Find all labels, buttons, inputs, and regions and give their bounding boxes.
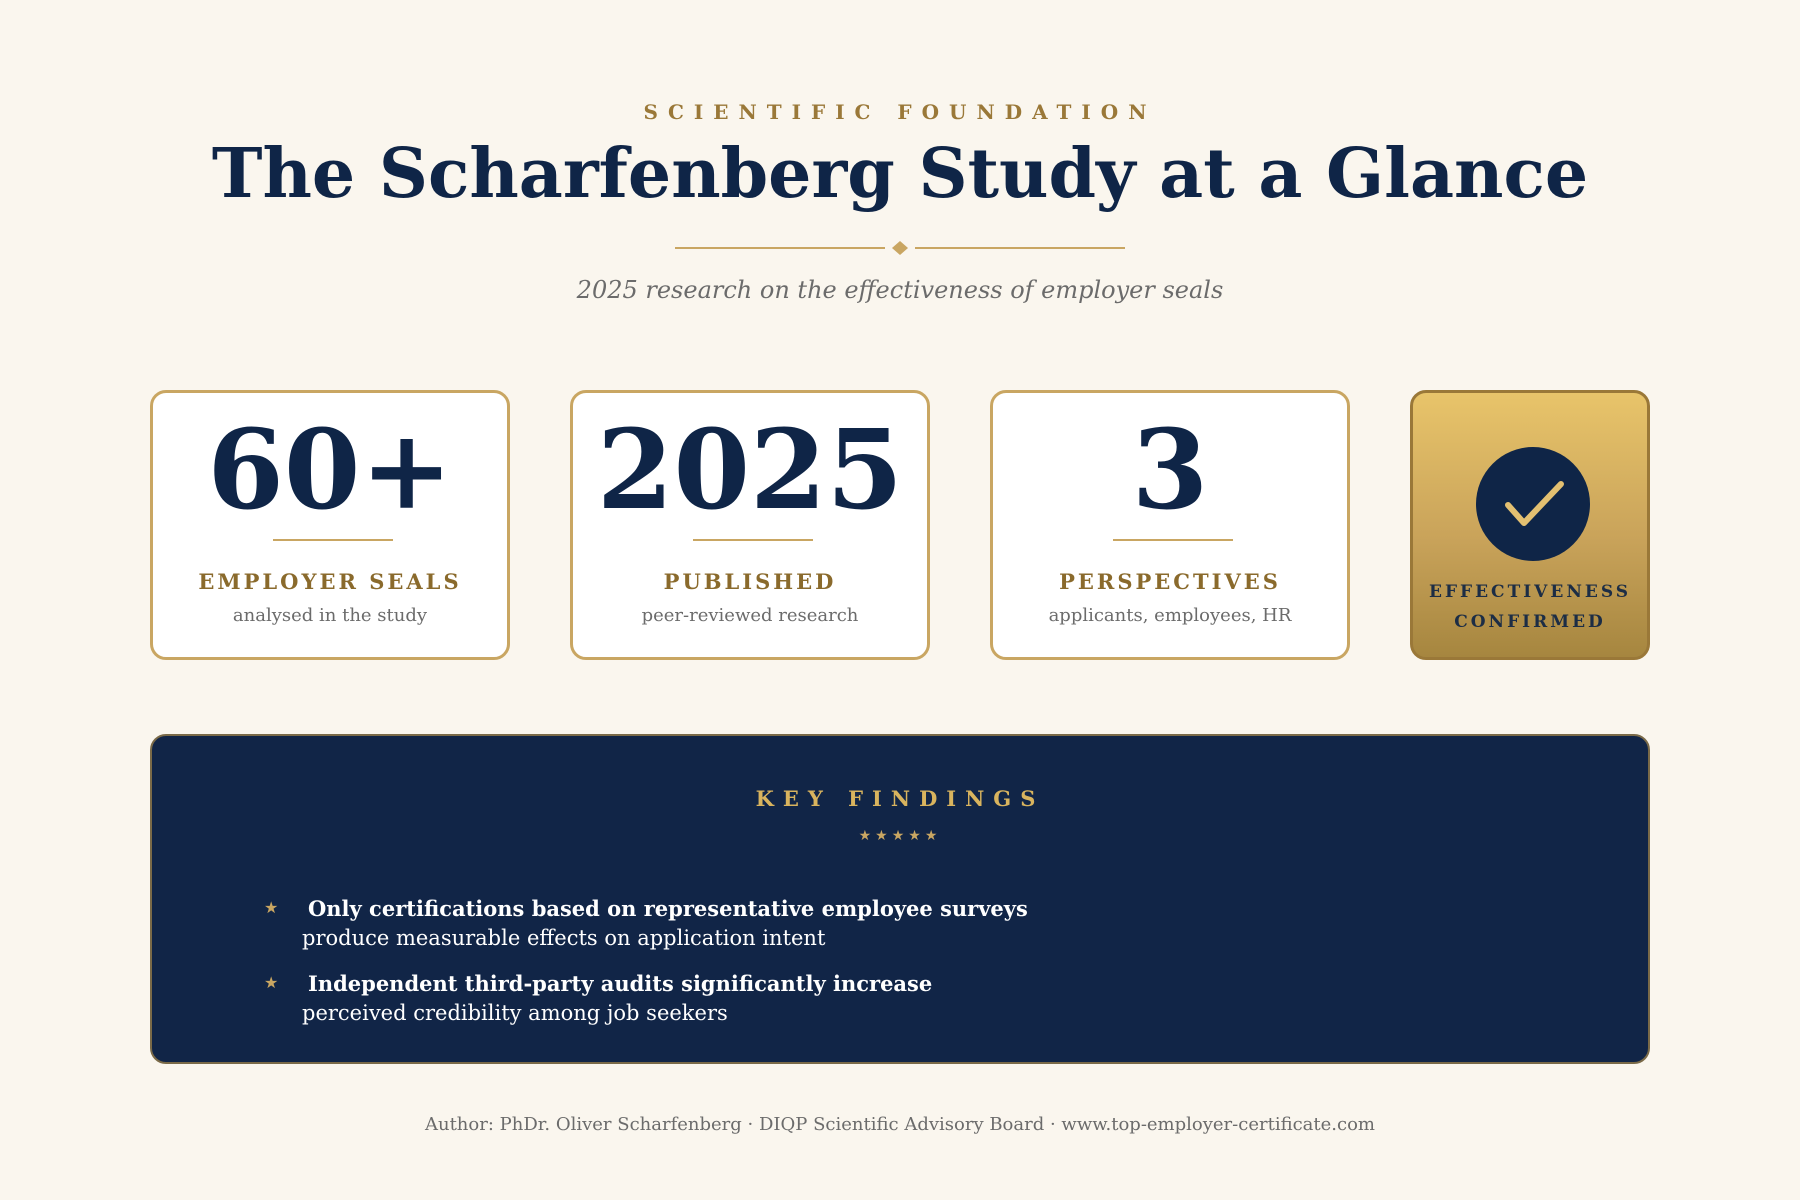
stat-description: peer-reviewed research	[641, 605, 859, 626]
checkmark-icon	[1476, 447, 1590, 561]
seal-label	[1413, 577, 1647, 637]
stat-card-seals	[150, 390, 510, 660]
page-subtitle: 2025 research on the effectiveness of employer seals	[576, 276, 1224, 304]
key-findings-panel	[150, 734, 1650, 1064]
stat-divider	[693, 539, 813, 541]
stat-label: PERSPECTIVES	[1059, 569, 1281, 594]
checkmark-badge	[1476, 447, 1590, 561]
ornament-divider	[675, 238, 1125, 258]
finding-detail: produce measurable effects on application intent	[302, 926, 826, 950]
finding-headline: Only certifications based on representative employee surveys	[308, 896, 1028, 921]
seal-label-line1: EFFECTIVENESS	[1428, 582, 1631, 602]
effectiveness-seal	[1410, 390, 1650, 660]
star-bullet-icon: ★	[264, 973, 279, 992]
stat-card-published	[570, 390, 930, 660]
stat-value: 3	[1131, 405, 1209, 534]
eyebrow-label: SCIENTIFIC FOUNDATION	[643, 100, 1157, 124]
seal-label-line2: CONFIRMED	[1454, 612, 1606, 632]
stat-card-perspectives	[990, 390, 1350, 660]
stat-value: 60+	[207, 405, 453, 534]
page-title: The Scharfenberg Study at a Glance	[211, 134, 1589, 214]
findings-heading: KEY FINDINGS	[755, 786, 1045, 811]
stat-value: 2025	[596, 405, 904, 534]
footer-credits: Author: PhDr. Oliver Scharfenberg · DIQP Scientific Advisory Board · www.top-employer-certificate.com	[424, 1114, 1375, 1135]
finding-headline: Independent third-party audits significantly increase	[308, 971, 933, 996]
stat-label: PUBLISHED	[663, 569, 837, 594]
rating-stars: ★★★★★	[858, 828, 942, 844]
stat-description: applicants, employees, HR	[1048, 605, 1292, 626]
stat-description: analysed in the study	[232, 605, 428, 626]
star-bullet-icon: ★	[264, 898, 279, 917]
stat-divider	[1113, 539, 1233, 541]
stat-label: EMPLOYER SEALS	[198, 569, 462, 594]
finding-detail: perceived credibility among job seekers	[302, 1001, 728, 1025]
stat-divider	[273, 539, 393, 541]
